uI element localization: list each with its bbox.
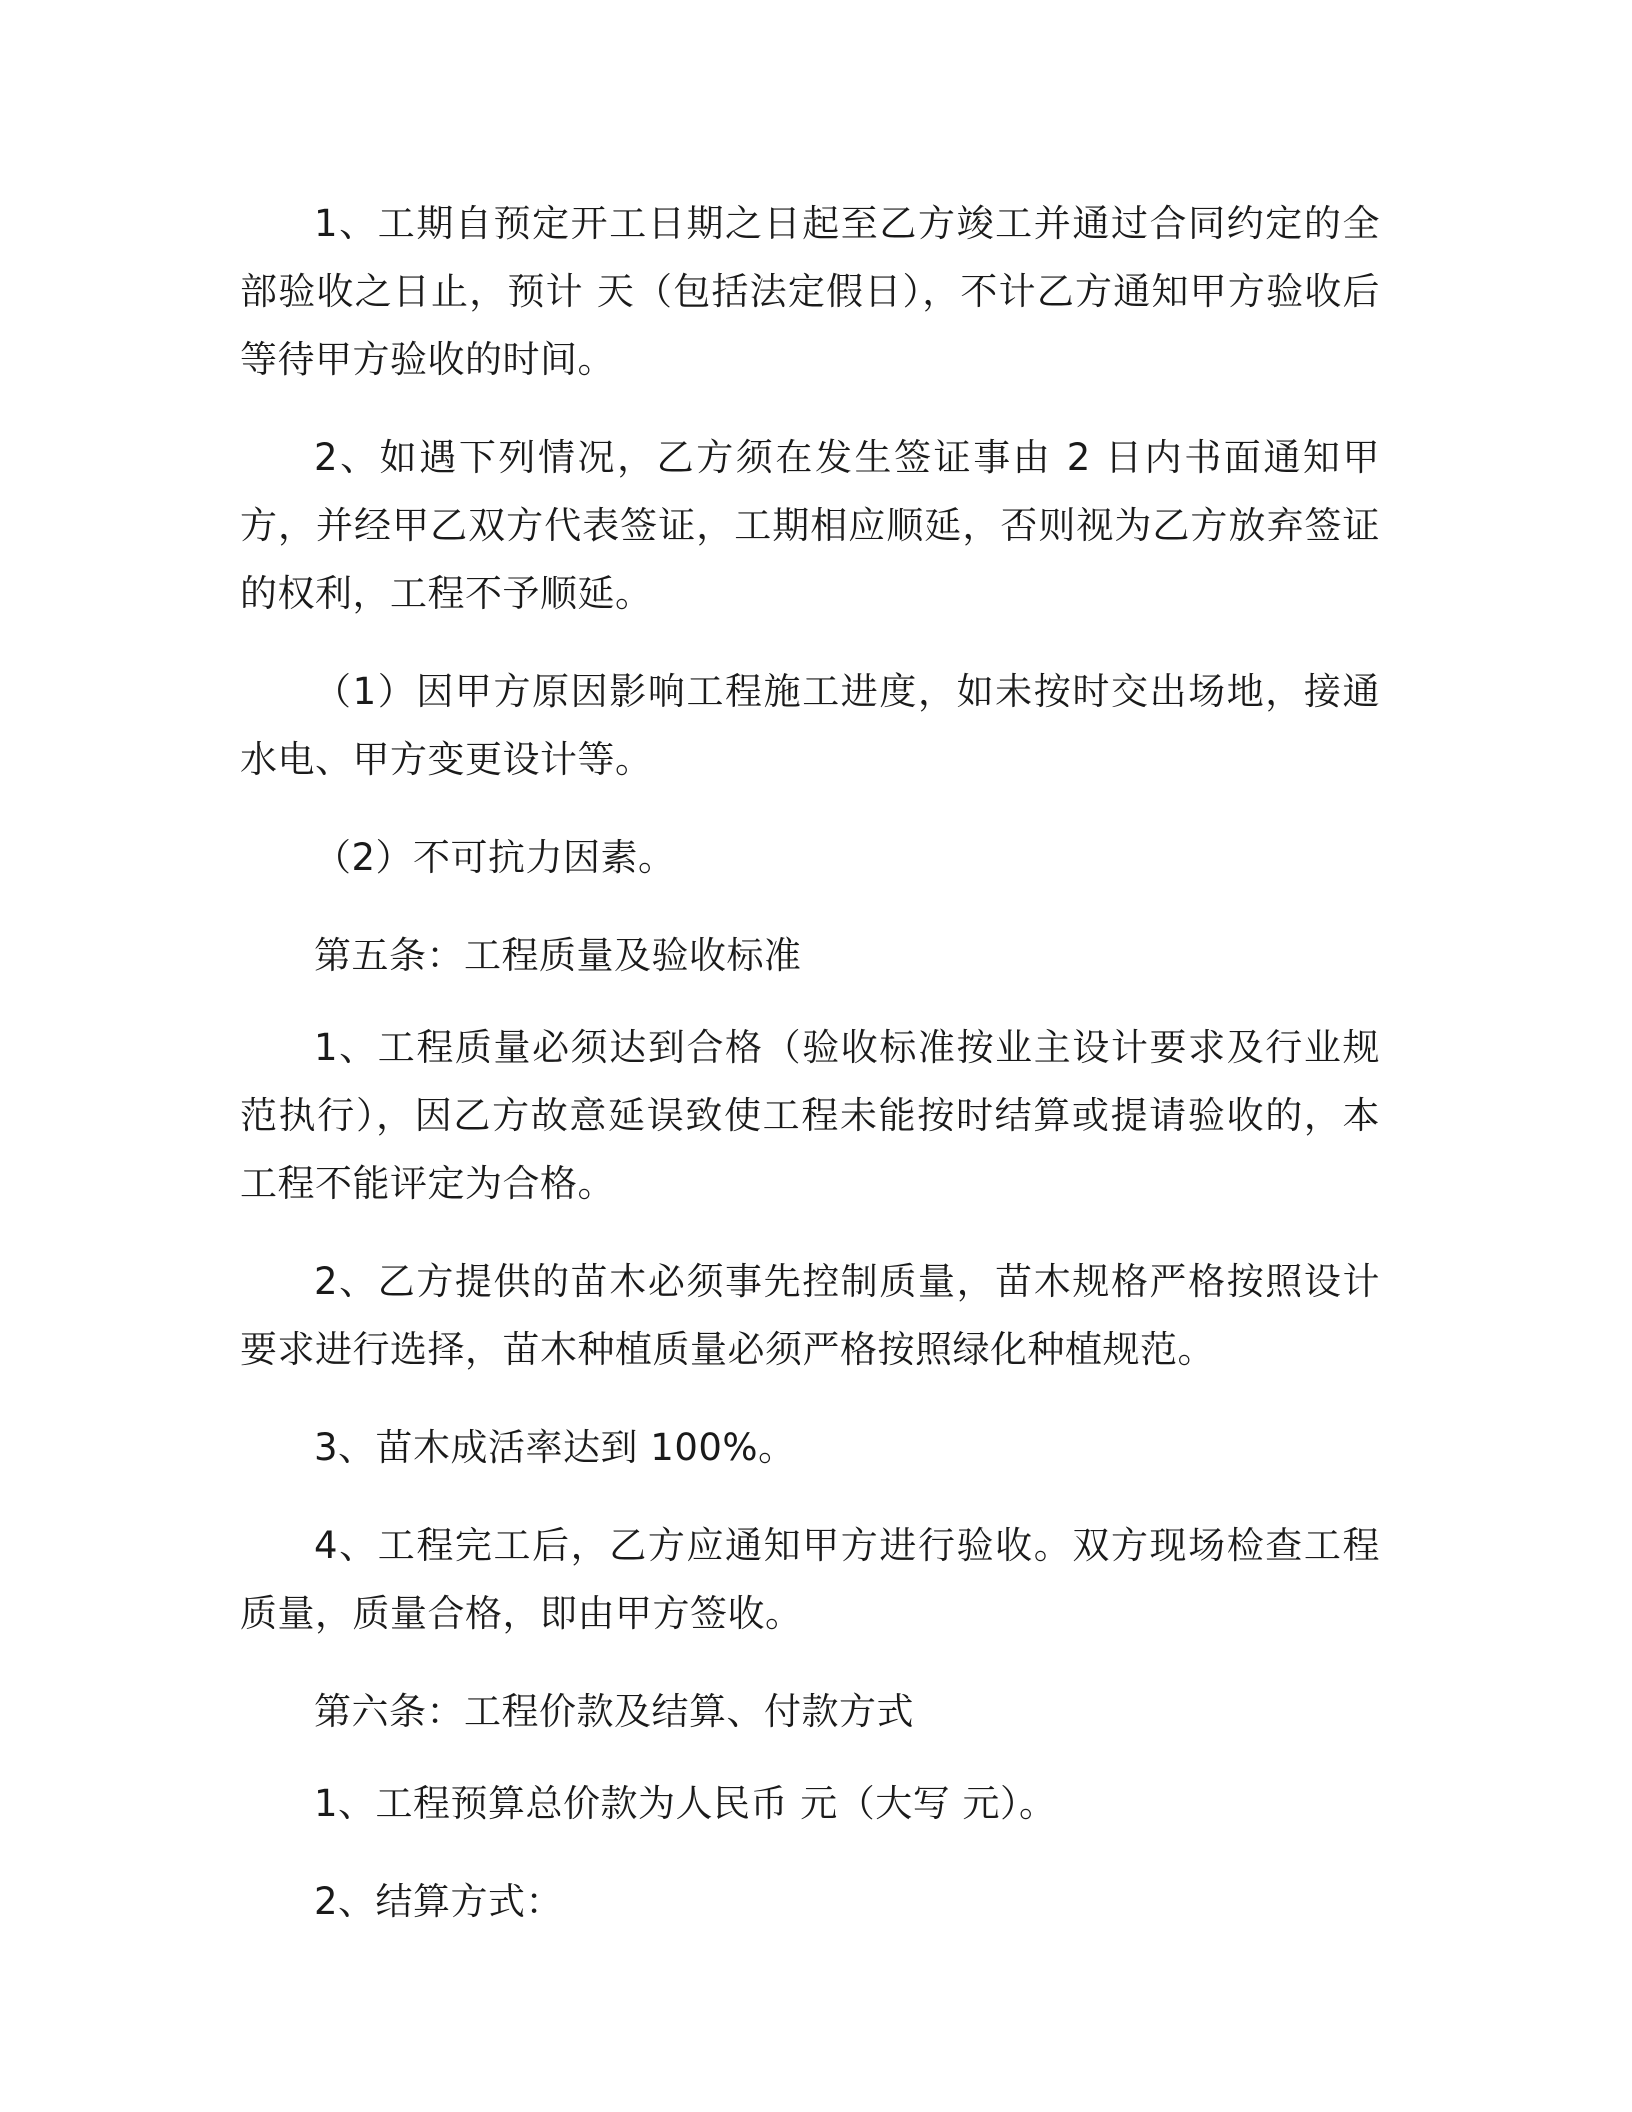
document-body [240, 190, 1380, 1966]
paragraph-price-2: 2、结算方式： [314, 1880, 564, 1923]
paragraph-quality-2: 2、乙方提供的苗木必须事先控制质量，苗木规格严格按照设计要求进行选择，苗木种植质量必须严格按照绿化种植规范。 [240, 1260, 1380, 1371]
paragraph-quality-1: 1、工程质量必须达到合格（验收标准按业主设计要求及行业规范执行），因乙方故意延误致使工程未能按时结算或提请验收的，本工程不能评定为合格。 [240, 1026, 1380, 1205]
paragraph-condition-1: （1）因甲方原因影响工程施工进度，如未按时交出场地，接通水电、甲方变更设计等。 [240, 670, 1380, 781]
paragraph-price-1: 1、工程预算总价款为人民币 元（大写 元）。 [314, 1782, 1057, 1825]
paragraph-extension-conditions: 2、如遇下列情况，乙方须在发生签证事由 2 日内书面通知甲方，并经甲乙双方代表签证，工期相应顺延，否则视为乙方放弃签证的权利，工程不予顺延。 [240, 436, 1380, 615]
paragraph-condition-2: （2）不可抗力因素。 [314, 836, 676, 879]
paragraph-duration: 1、工期自预定开工日期之日起至乙方竣工并通过合同约定的全部验收之日止，预计 天（包括法定假日），不计乙方通知甲方验收后等待甲方验收的时间。 [240, 202, 1380, 381]
paragraph-quality-4: 4、工程完工后，乙方应通知甲方进行验收。双方现场检查工程质量，质量合格，即由甲方签收。 [240, 1524, 1380, 1635]
section-heading-article-6: 第六条：工程价款及结算、付款方式 [314, 1690, 914, 1733]
section-heading-article-5: 第五条：工程质量及验收标准 [314, 934, 802, 977]
paragraph-quality-3: 3、苗木成活率达到 100%。 [314, 1426, 796, 1469]
